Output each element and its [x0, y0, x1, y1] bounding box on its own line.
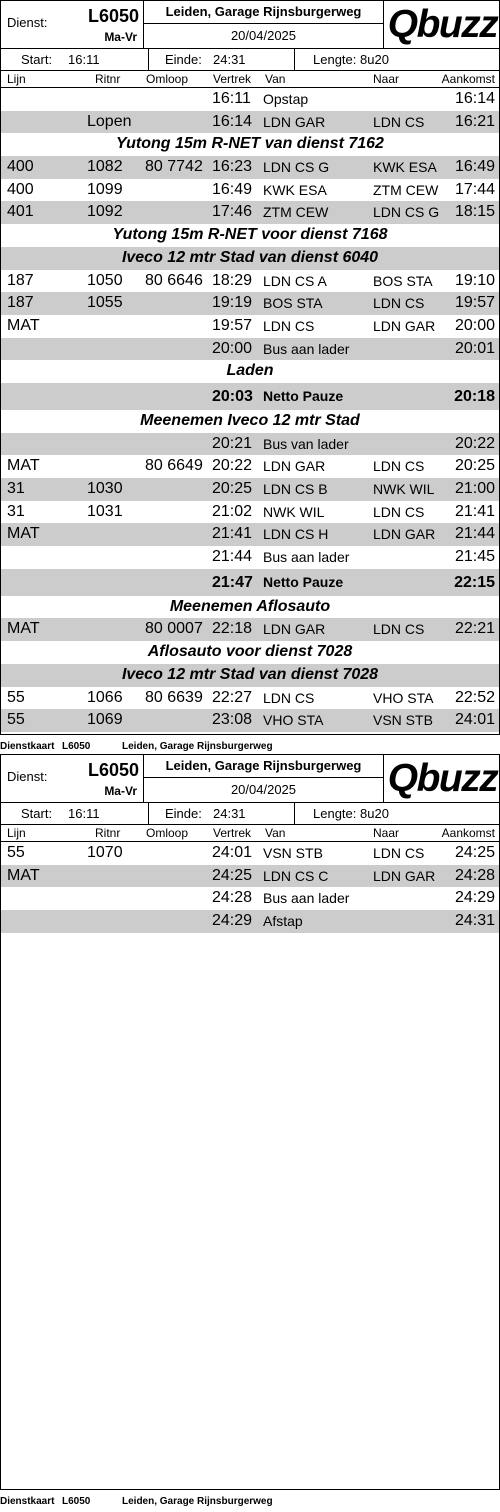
cell-aankomst: 17:44 [454, 180, 495, 198]
section-title: Meenemen Iveco 12 mtr Stad [140, 411, 360, 429]
cell-aankomst: 20:22 [454, 434, 495, 452]
cell-vertrek: 21:41 [212, 525, 253, 543]
cell-vertrek: 24:01 [212, 844, 253, 861]
cell-van: LDN CS B [263, 481, 328, 497]
cell-ritnr: 1092 [87, 203, 123, 221]
col-omloop: Omloop [146, 72, 189, 86]
pause-row [1, 383, 499, 410]
cell-van: LDN CS [263, 317, 315, 334]
trip-rows [1, 88, 499, 732]
cell-omloop: 80 6649 [145, 457, 203, 475]
section-title: Laden [226, 362, 274, 380]
section-title-row [1, 410, 499, 433]
cell-naar: LDN GAR [373, 526, 436, 543]
cell-naar: NWK WIL [373, 481, 435, 497]
footer-location: Leiden, Garage Rijnsburgerweg [122, 741, 273, 752]
length-value: 8u20 [360, 52, 389, 67]
trip-row [1, 842, 499, 865]
cell-vertrek: 23:08 [212, 711, 253, 729]
trip-row [1, 111, 499, 134]
cell-aankomst: 16:14 [454, 90, 495, 107]
cell-ritnr: 1070 [87, 844, 123, 861]
cell-van: Bus van lader [263, 435, 349, 452]
cell-aankomst: 22:21 [454, 620, 495, 638]
cell-vertrek: 24:29 [212, 912, 253, 930]
trip-row [1, 156, 499, 179]
cell-vertrek: 20:25 [212, 480, 253, 497]
cell-omloop: 80 0007 [145, 620, 203, 638]
length-cell [295, 49, 499, 70]
end-time: 24:31 [213, 806, 246, 821]
col-naar: Naar [373, 826, 400, 840]
end-time: 24:31 [213, 52, 246, 67]
column-header [1, 825, 499, 842]
cell-aankomst: 24:28 [454, 866, 495, 884]
cell-ritnr: 1069 [87, 711, 123, 729]
shift-info-bar [1, 803, 499, 825]
cell-naar: ZTM CEW [373, 181, 439, 198]
page-footer [0, 1496, 500, 1508]
cell-naar: KWK ESA [373, 159, 437, 176]
trip-row [1, 709, 499, 732]
cell-vertrek: 21:44 [212, 548, 253, 566]
section-title: Yutong 15m R-NET van dienst 7162 [116, 135, 384, 153]
cell-aankomst: 21:00 [454, 480, 495, 497]
dienst-label: Dienst: [7, 15, 48, 30]
section-title: Aflosauto voor dienst 7028 [147, 643, 353, 661]
cell-lijn: 187 [7, 294, 34, 312]
cell-van: LDN CS A [263, 272, 327, 289]
cell-vertrek: 20:21 [212, 434, 253, 452]
trip-row [1, 179, 499, 202]
start-time: 16:11 [68, 806, 100, 821]
cell-naar: LDN CS [373, 458, 425, 475]
cell-aankomst: 20:25 [454, 457, 495, 475]
cell-omloop: 80 6646 [145, 271, 203, 289]
footer-dienst: L6050 [62, 1496, 91, 1507]
dienst-cell [1, 1, 144, 48]
column-header [1, 71, 499, 88]
location-date-cell [144, 755, 384, 802]
qbuzz-logo: Qbuzz [387, 757, 498, 800]
cell-omloop: 80 7742 [145, 158, 203, 176]
location-date-cell [144, 1, 384, 48]
qbuzz-logo: Qbuzz [387, 3, 498, 46]
cell-van: LDN CS C [263, 867, 329, 884]
cell-lijn: 400 [7, 158, 34, 176]
dienst-number: L6050 [87, 760, 139, 780]
dienstkaart-page-2 [0, 754, 500, 1490]
cell-aankomst: 21:44 [454, 525, 495, 543]
pause-label: Netto Pauze [263, 387, 344, 404]
dienst-cell [1, 755, 144, 802]
col-ritnr: Ritnr [95, 826, 121, 840]
section-title-row [1, 360, 499, 383]
cell-aankomst: 24:31 [454, 912, 495, 930]
cell-lijn: 400 [7, 180, 34, 198]
section-title: Meenemen Aflosauto [169, 597, 331, 615]
dienst-number: L6050 [87, 6, 139, 26]
pause-start: 21:47 [212, 573, 253, 591]
dienst-days: Ma-Vr [104, 30, 137, 44]
dienstkaart-page-1 [0, 0, 500, 735]
cell-van: NWK WIL [263, 503, 325, 520]
col-van: Van [265, 72, 286, 86]
cell-naar: LDN CS [373, 295, 425, 312]
cell-omloop: 80 6639 [145, 688, 203, 706]
cell-aankomst: 24:01 [454, 711, 495, 729]
cell-van: LDN GAR [263, 458, 326, 475]
trip-row [1, 865, 499, 888]
section-title: Iveco 12 mtr Stad van dienst 7028 [121, 665, 379, 683]
cell-lijn: 55 [7, 688, 25, 706]
length-label: Lengte: [313, 806, 357, 821]
section-title: Yutong 15m R-NET voor dienst 7168 [112, 226, 388, 244]
cell-lijn: 401 [7, 203, 34, 221]
cell-vertrek: 18:29 [212, 271, 253, 289]
cell-van: Bus aan lader [263, 549, 350, 566]
col-aankomst: Aankomst [441, 826, 495, 840]
trip-row [1, 478, 499, 501]
cell-lijn: MAT [7, 316, 40, 334]
cell-vertrek: 24:25 [212, 866, 253, 884]
service-date: 20/04/2025 [230, 28, 297, 43]
cell-ritnr: 1031 [87, 502, 123, 520]
section-title: Iveco 12 mtr Stad van dienst 6040 [121, 248, 379, 266]
cell-naar: LDN GAR [373, 317, 436, 334]
shift-info-bar [1, 49, 499, 71]
cell-van: LDN CS [263, 689, 315, 706]
length-value: 8u20 [360, 806, 389, 821]
cell-van: LDN CS H [263, 526, 329, 543]
cell-van: VSN STB [263, 845, 323, 861]
cell-ritnr: 1030 [87, 480, 123, 497]
cell-lijn: 31 [7, 480, 25, 497]
cell-van: BOS STA [263, 295, 323, 312]
end-cell [149, 803, 295, 824]
cell-vertrek: 20:22 [212, 457, 253, 475]
cell-aankomst: 19:57 [454, 294, 495, 312]
cell-lijn: 55 [7, 711, 25, 729]
pause-row [1, 569, 499, 596]
cell-naar: LDN CS [373, 621, 425, 638]
end-label: Einde: [165, 52, 202, 67]
section-title-row [1, 133, 499, 156]
col-ritnr: Ritnr [95, 72, 121, 86]
trip-row [1, 501, 499, 524]
length-label: Lengte: [313, 52, 357, 67]
end-cell [149, 49, 295, 70]
cell-aankomst: 16:21 [454, 112, 495, 130]
col-vertrek: Vertrek [213, 826, 252, 840]
pause-label: Netto Pauze [263, 573, 344, 590]
page-footer [0, 741, 500, 753]
col-lijn: Lijn [7, 72, 26, 86]
trip-row [1, 546, 499, 569]
footer-dienst: L6050 [62, 741, 91, 752]
cell-aankomst: 19:10 [454, 271, 495, 289]
cell-vertrek: 22:27 [212, 688, 253, 706]
cell-ritnr: 1055 [87, 294, 123, 312]
cell-van: Afstap [263, 913, 303, 930]
cell-naar: BOS STA [373, 272, 433, 289]
page-header [1, 1, 499, 49]
section-title-row [1, 641, 499, 664]
dienst-days: Ma-Vr [104, 784, 137, 798]
section-title-row [1, 596, 499, 619]
cell-aankomst: 24:25 [454, 844, 495, 861]
cell-lijn: MAT [7, 866, 40, 884]
cell-van: LDN CS G [263, 159, 330, 176]
col-van: Van [265, 826, 286, 840]
cell-van: ZTM CEW [263, 204, 329, 221]
cell-aankomst: 20:00 [454, 316, 495, 334]
cell-vertrek: 19:57 [212, 316, 253, 334]
cell-lijn: MAT [7, 620, 40, 638]
cell-lijn: 187 [7, 271, 34, 289]
trip-row [1, 201, 499, 224]
cell-aankomst: 21:45 [454, 548, 495, 566]
cell-lijn: 55 [7, 844, 25, 861]
start-label: Start: [21, 806, 53, 821]
cell-vertrek: 22:18 [212, 620, 253, 638]
cell-naar: LDN CS G [373, 204, 440, 221]
cell-aankomst: 16:49 [454, 158, 495, 176]
cell-aankomst: 22:52 [454, 688, 495, 706]
section-title-row [1, 224, 499, 247]
trip-row [1, 523, 499, 546]
cell-van: Opstap [263, 91, 309, 107]
service-date: 20/04/2025 [230, 782, 297, 797]
start-time: 16:11 [68, 52, 100, 67]
cell-van: Bus aan lader [263, 340, 350, 357]
col-omloop: Omloop [146, 826, 189, 840]
cell-vertrek: 16:14 [212, 112, 253, 130]
col-aankomst: Aankomst [441, 72, 495, 86]
cell-van: VHO STA [263, 712, 324, 729]
pause-start: 20:03 [212, 387, 253, 405]
cell-aankomst: 21:41 [454, 502, 495, 520]
cell-aankomst: 20:01 [454, 339, 495, 357]
cell-vertrek: 17:46 [212, 203, 253, 221]
pause-end: 22:15 [454, 573, 495, 591]
garage-location: Leiden, Garage Rijnsburgerweg [144, 755, 383, 778]
trip-row [1, 687, 499, 710]
col-vertrek: Vertrek [213, 72, 252, 86]
cell-lijn: 31 [7, 502, 25, 520]
cell-vertrek: 24:28 [212, 889, 253, 907]
trip-row [1, 315, 499, 338]
cell-vertrek: 21:02 [212, 502, 253, 520]
section-title-row [1, 247, 499, 270]
section-title-row [1, 664, 499, 687]
cell-lijn: MAT [7, 457, 40, 475]
cell-vertrek: 19:19 [212, 294, 253, 312]
cell-naar: LDN CS [373, 845, 425, 861]
footer-label: Dienstkaart [0, 741, 55, 752]
cell-ritnr: 1099 [87, 180, 123, 198]
cell-ritnr: 1082 [87, 158, 123, 176]
trip-row [1, 338, 499, 361]
cell-van: LDN GAR [263, 621, 326, 638]
cell-ritnr: 1050 [87, 271, 123, 289]
cell-aankomst: 18:15 [454, 203, 495, 221]
cell-naar: LDN GAR [373, 867, 436, 884]
footer-location: Leiden, Garage Rijnsburgerweg [122, 1496, 273, 1507]
dienst-label: Dienst: [7, 769, 48, 784]
cell-vertrek: 16:11 [212, 90, 251, 107]
cell-van: KWK ESA [263, 181, 327, 198]
cell-ritnr: 1066 [87, 688, 123, 706]
cell-vertrek: 16:23 [212, 158, 253, 176]
trip-row [1, 910, 499, 933]
cell-lijn: MAT [7, 525, 40, 543]
page-header [1, 755, 499, 803]
trip-row [1, 887, 499, 910]
trip-row [1, 88, 499, 111]
pause-end: 20:18 [454, 387, 495, 405]
trip-row [1, 433, 499, 456]
cell-naar: VSN STB [373, 712, 433, 729]
col-lijn: Lijn [7, 826, 26, 840]
start-cell [1, 803, 149, 824]
footer-label: Dienstkaart [0, 1496, 55, 1507]
trip-row [1, 270, 499, 293]
trip-row [1, 455, 499, 478]
cell-ritnr: Lopen [87, 112, 132, 130]
length-cell [295, 803, 499, 824]
cell-naar: LDN CS [373, 503, 425, 520]
trip-row [1, 292, 499, 315]
end-label: Einde: [165, 806, 202, 821]
cell-naar: VHO STA [373, 689, 434, 706]
col-naar: Naar [373, 72, 400, 86]
trip-rows [1, 842, 499, 933]
garage-location: Leiden, Garage Rijnsburgerweg [144, 1, 383, 24]
cell-van: Bus aan lader [263, 890, 350, 907]
cell-aankomst: 24:29 [454, 889, 495, 907]
cell-naar: LDN CS [373, 113, 425, 130]
cell-vertrek: 16:49 [212, 180, 253, 198]
start-cell [1, 49, 149, 70]
trip-row [1, 618, 499, 641]
cell-van: LDN GAR [263, 113, 326, 130]
cell-vertrek: 20:00 [212, 339, 253, 357]
start-label: Start: [21, 52, 53, 67]
